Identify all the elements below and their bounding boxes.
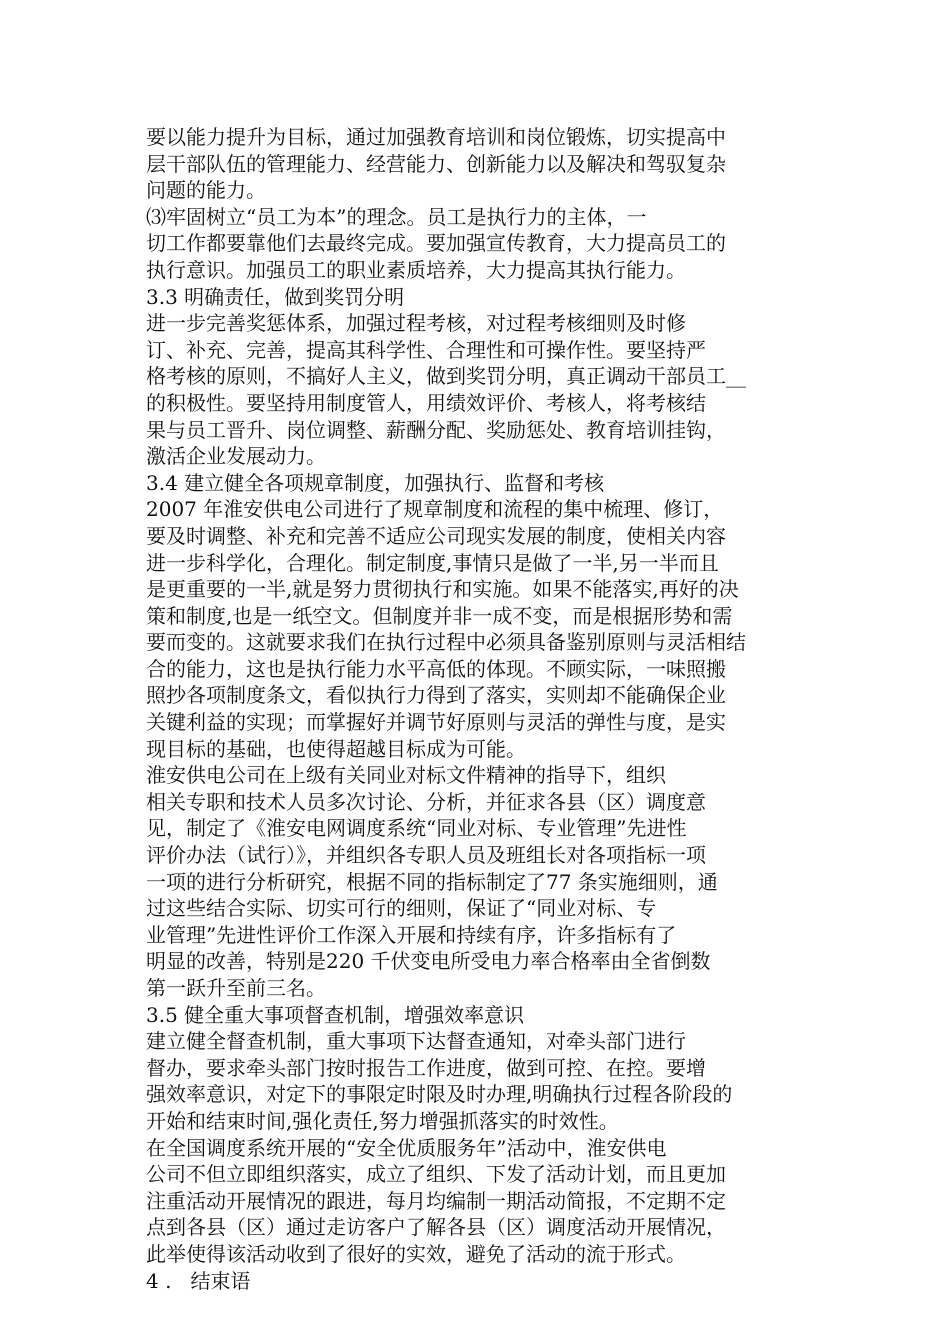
text-line: 评价办法（试行）》，并组织各专职人员及班组长对各项指标一项 [146, 843, 706, 868]
text-line: 层干部队伍的管理能力、经营能力、创新能力以及解决和驾驭复杂 [146, 151, 726, 176]
text-line: 开始和结束时间,强化责任,努力增强抓落实的时效性。 [146, 1108, 619, 1133]
text-line: 现目标的基础，也使得超越目标成为可能。 [146, 736, 526, 761]
section-heading: 3.5 健全重大事项督查机制，增强效率意识 [146, 1002, 525, 1027]
text-line: 要及时调整、补充和完善不适应公司现实发展的制度，使相关内容 [146, 523, 726, 548]
text-line: 公司不但立即组织落实，成立了组织、下发了活动计划，而且更加 [146, 1162, 726, 1187]
text-line: 2007 年淮安供电公司进行了规章制度和流程的集中梳理、修订， [146, 497, 724, 522]
text-line: ⑶牢固树立“员工为本”的理念。员工是执行力的主体，一 [146, 204, 647, 229]
text-line: 的积极性。要坚持用制度管人，用绩效评价、考核人，将考核结 [146, 390, 706, 415]
text-line: 一项的进行分析研究，根据不同的指标制定了77 条实施细则，通 [146, 869, 718, 894]
text-line: 策和制度,也是一纸空文。但制度并非一成不变，而是根据形势和需 [146, 603, 733, 628]
text-line: 格考核的原则，不搞好人主义，做到奖罚分明，真正调动干部员工__ [146, 364, 746, 389]
text-line: 照抄各项制度条文，看似执行力得到了落实，实则却不能确保企业 [146, 683, 726, 708]
text-line: 关键利益的实现；而掌握好并调节好原则与灵活的弹性与度，是实 [146, 710, 726, 735]
text-line: 果与员工晋升、岗位调整、薪酬分配、奖励惩处、教育培训挂钩， [146, 417, 726, 442]
text-line: 注重活动开展情况的跟进，每月均编制一期活动简报，不定期不定 [146, 1188, 726, 1213]
text-line: 在全国调度系统开展的“安全优质服务年”活动中，淮安供电 [146, 1135, 667, 1160]
text-line: 激活企业发展动力。 [146, 444, 326, 469]
text-line: 见，制定了《淮安电网调度系统“同业对标、专业管理”先进性 [146, 816, 687, 841]
section-heading: 3.3 明确责任，做到奖罚分明 [146, 284, 405, 309]
text-line: 进一步科学化，合理化。制定制度,事情只是做了一半,另一半而且 [146, 550, 719, 575]
text-line: 督办，要求牵头部门按时报告工作进度，做到可控、在控。要增 [146, 1055, 706, 1080]
text-line: 订、补充、完善，提高其科学性、合理性和可操作性。要坚持严 [146, 337, 706, 362]
document-body [146, 124, 826, 1294]
text-line: 第一跃升至前三名。 [146, 976, 326, 1000]
text-line: 执行意识。加强员工的职业素质培养，大力提高其执行能力。 [146, 257, 686, 282]
text-line: 合的能力，这也是执行能力水平高低的体现。不顾实际，一味照搬 [146, 656, 726, 681]
text-line: 是更重要的一半,就是努力贯彻执行和实施。如果不能落实,再好的决 [146, 577, 739, 602]
text-line: 问题的能力。 [146, 178, 266, 203]
section-heading: 4 . 结束语 [146, 1268, 251, 1293]
text-line: 切工作都要靠他们去最终完成。要加强宣传教育，大力提高员工的 [146, 231, 726, 256]
text-line: 相关专职和技术人员多次讨论、分析，并征求各县（区）调度意 [146, 789, 706, 814]
text-line: 过这些结合实际、切实可行的细则，保证了“同业对标、专 [146, 896, 657, 921]
text-line: 强效率意识，对定下的事限定时限及时办理,明确执行过程各阶段的 [146, 1082, 733, 1107]
section-heading: 3.4 建立健全各项规章制度，加强执行、监督和考核 [146, 470, 605, 495]
text-line: 进一步完善奖惩体系，加强过程考核，对过程考核细则及时修 [146, 311, 686, 336]
text-line: 淮安供电公司在上级有关同业对标文件精神的指导下，组织 [146, 763, 666, 788]
text-line: 要而变的。这就要求我们在执行过程中必须具备鉴别原则与灵活相结 [146, 630, 746, 655]
text-line: 业管理”先进性评价工作深入开展和持续有序，许多指标有了 [146, 922, 677, 947]
text-line: 要以能力提升为目标，通过加强教育培训和岗位锻炼，切实提高中 [146, 125, 726, 149]
text-line: 明显的改善，特别是220 千伏变电所受电力率合格率由全省倒数 [146, 949, 711, 974]
text-line: 点到各县（区）通过走访客户了解各县（区）调度活动开展情况， [146, 1215, 726, 1240]
text-line: 此举使得该活动收到了很好的实效，避免了活动的流于形式。 [146, 1241, 686, 1266]
text-line: 建立健全督查机制，重大事项下达督查通知，对牵头部门进行 [146, 1029, 686, 1054]
